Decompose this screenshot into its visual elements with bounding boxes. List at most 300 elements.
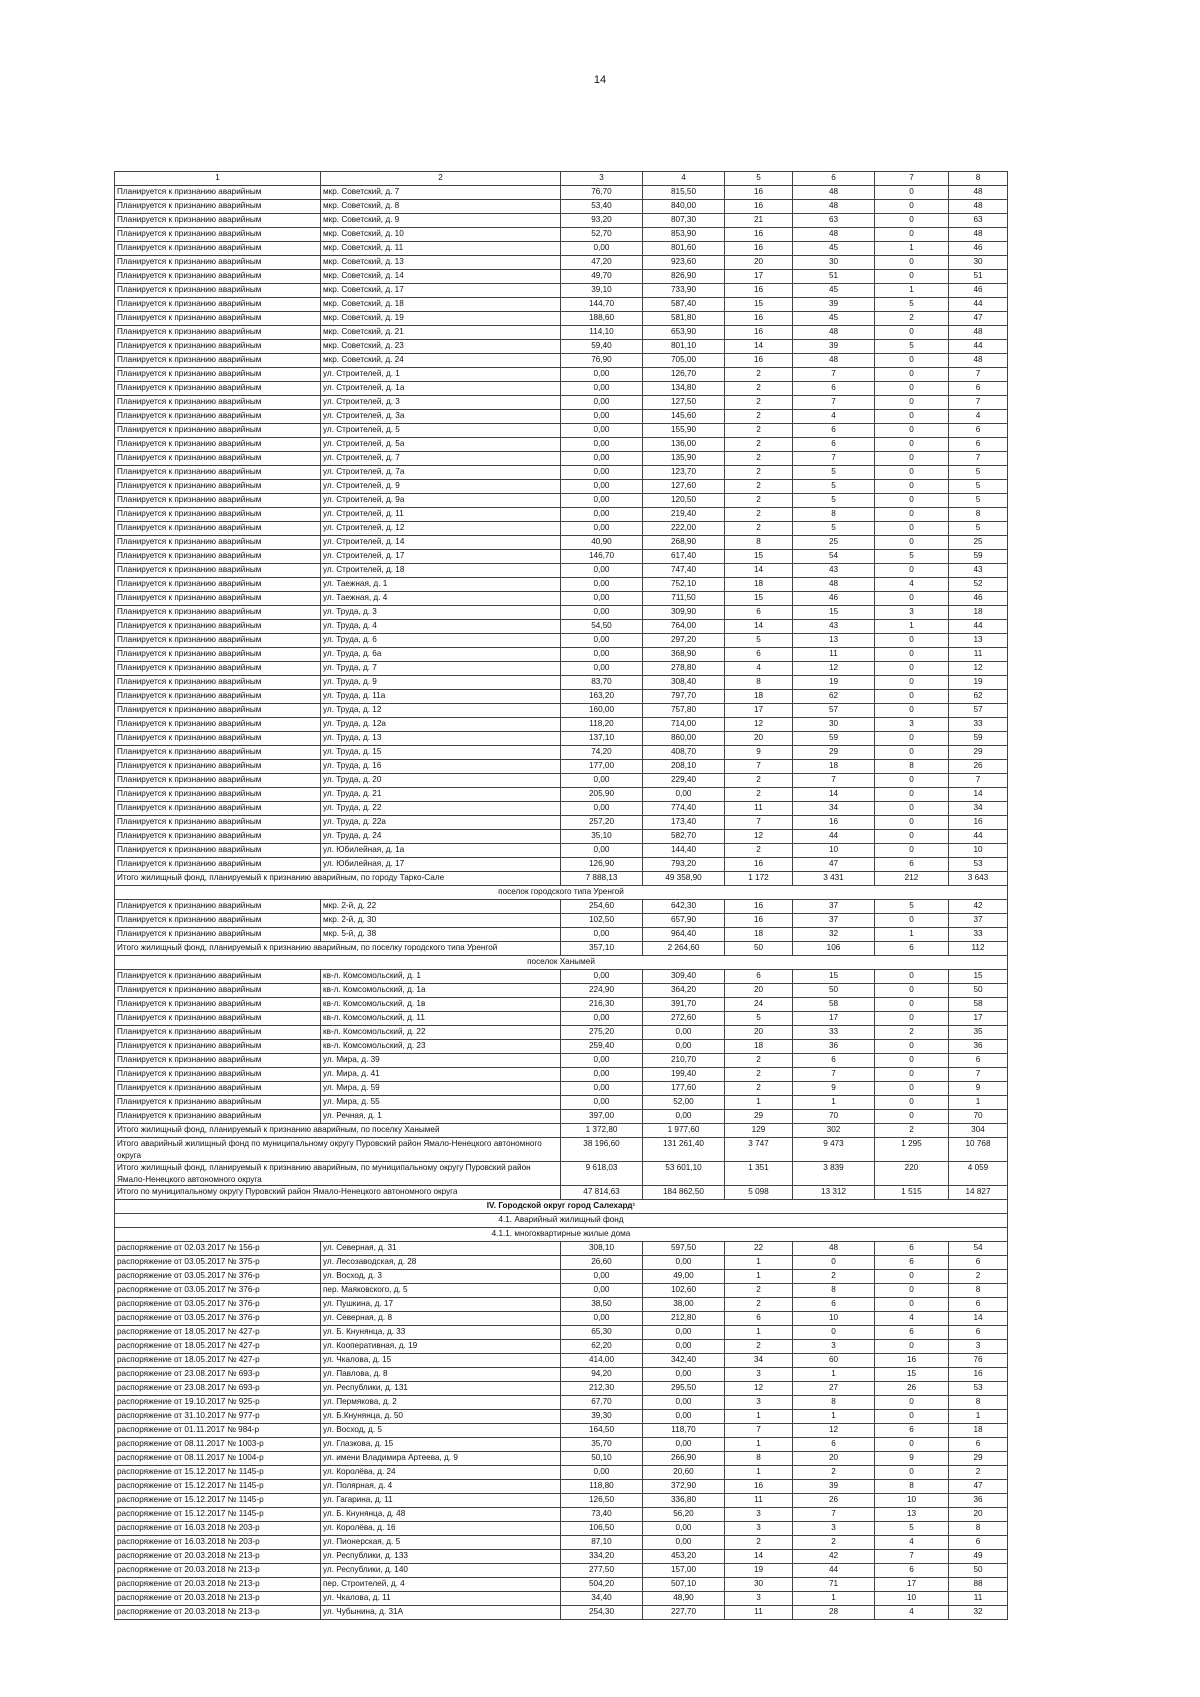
address-cell: кв-л. Комсомольский, д. 1а: [321, 984, 561, 998]
address-cell: ул. Глазкова, д. 15: [321, 1438, 561, 1452]
table-row: [115, 662, 1008, 676]
address-cell: ул. Строителей, д. 1а: [321, 382, 561, 396]
table-row: [115, 578, 1008, 592]
value-cell: 4: [875, 1606, 949, 1620]
table-row: [115, 270, 1008, 284]
address-cell: ул. Строителей, д. 5: [321, 424, 561, 438]
total-value: 304: [949, 1124, 1008, 1138]
address-cell: мкр. Советский, д. 9: [321, 214, 561, 228]
address-cell: кв-л. Комсомольский, д. 11: [321, 1012, 561, 1026]
value-cell: 144,70: [561, 298, 643, 312]
value-cell: 764,00: [643, 620, 725, 634]
table-row: [115, 1550, 1008, 1564]
status-cell: Планируется к признанию аварийным: [115, 410, 321, 424]
value-cell: 45: [793, 242, 875, 256]
value-cell: 6: [875, 1424, 949, 1438]
table-row: [115, 1606, 1008, 1620]
value-cell: 0: [875, 1396, 949, 1410]
value-cell: 6: [949, 1298, 1008, 1312]
value-cell: 582,70: [643, 830, 725, 844]
address-cell: ул. Республики, д. 133: [321, 1550, 561, 1564]
address-cell: ул. Речная, д. 1: [321, 1110, 561, 1124]
address-cell: ул. Строителей, д. 12: [321, 522, 561, 536]
value-cell: 54: [949, 1242, 1008, 1256]
value-cell: 2: [725, 774, 793, 788]
value-cell: 8: [949, 1522, 1008, 1536]
value-cell: 2: [725, 788, 793, 802]
table-row: [115, 1354, 1008, 1368]
status-cell: Планируется к признанию аварийным: [115, 676, 321, 690]
table-row: [115, 550, 1008, 564]
value-cell: 58: [793, 998, 875, 1012]
value-cell: 43: [949, 564, 1008, 578]
value-cell: 2: [793, 1270, 875, 1284]
address-cell: ул. Восход, д. 5: [321, 1424, 561, 1438]
value-cell: 114,10: [561, 326, 643, 340]
address-cell: мкр. Советский, д. 14: [321, 270, 561, 284]
value-cell: 0,00: [561, 494, 643, 508]
value-cell: 9: [875, 1452, 949, 1466]
value-cell: 2: [949, 1466, 1008, 1480]
value-cell: 60: [793, 1354, 875, 1368]
section-heading-row: [115, 1228, 1008, 1242]
value-cell: 0: [875, 1054, 949, 1068]
status-cell: Планируется к признанию аварийным: [115, 1026, 321, 1040]
status-cell: Планируется к признанию аварийным: [115, 620, 321, 634]
value-cell: 268,90: [643, 536, 725, 550]
total-label: Итого жилищный фонд, планируемый к признанию аварийным, по муниципальному округу Пуровский район Ямало-Ненецкого автономного округа: [115, 1162, 561, 1186]
value-cell: 254,30: [561, 1606, 643, 1620]
value-cell: 6: [793, 382, 875, 396]
status-cell: Планируется к признанию аварийным: [115, 382, 321, 396]
value-cell: 7: [793, 1068, 875, 1082]
address-cell: кв-л. Комсомольский, д. 1: [321, 970, 561, 984]
value-cell: 29: [793, 746, 875, 760]
table-row: [115, 1410, 1008, 1424]
value-cell: 597,50: [643, 1242, 725, 1256]
address-cell: ул. Строителей, д. 9а: [321, 494, 561, 508]
value-cell: 2: [725, 1082, 793, 1096]
status-cell: Планируется к признанию аварийным: [115, 844, 321, 858]
value-cell: 0: [875, 998, 949, 1012]
value-cell: 70: [793, 1110, 875, 1124]
value-cell: 0: [875, 774, 949, 788]
status-cell: Планируется к признанию аварийным: [115, 536, 321, 550]
value-cell: 17: [725, 270, 793, 284]
value-cell: 44: [793, 830, 875, 844]
table-row: [115, 1012, 1008, 1026]
value-cell: 0: [875, 676, 949, 690]
value-cell: 3: [725, 1368, 793, 1382]
value-cell: 229,40: [643, 774, 725, 788]
status-cell: Планируется к признанию аварийным: [115, 1096, 321, 1110]
value-cell: 0: [875, 1466, 949, 1480]
address-cell: кв-л. Комсомольский, д. 23: [321, 1040, 561, 1054]
status-cell: распоряжение от 03.05.2017 № 376-р: [115, 1270, 321, 1284]
address-cell: ул. Труда, д. 24: [321, 830, 561, 844]
status-cell: распоряжение от 03.05.2017 № 376-р: [115, 1298, 321, 1312]
value-cell: 0: [875, 424, 949, 438]
value-cell: 0: [875, 746, 949, 760]
value-cell: 0,00: [561, 1012, 643, 1026]
value-cell: 49,00: [643, 1270, 725, 1284]
value-cell: 35,10: [561, 830, 643, 844]
table-row: [115, 844, 1008, 858]
table-row: [115, 200, 1008, 214]
value-cell: 0: [875, 1270, 949, 1284]
address-cell: ул. Труда, д. 6: [321, 634, 561, 648]
address-cell: ул. Б. Кнунянца, д. 48: [321, 1508, 561, 1522]
table-row: [115, 1298, 1008, 1312]
status-cell: Планируется к признанию аварийным: [115, 606, 321, 620]
value-cell: 0: [793, 1326, 875, 1340]
value-cell: 11: [725, 1494, 793, 1508]
value-cell: 36: [793, 1040, 875, 1054]
value-cell: 8: [725, 536, 793, 550]
value-cell: 16: [725, 228, 793, 242]
table-row: [115, 620, 1008, 634]
value-cell: 3: [875, 718, 949, 732]
status-cell: распоряжение от 20.03.2018 № 213-р: [115, 1564, 321, 1578]
total-value: 3 431: [793, 872, 875, 886]
value-cell: 0: [875, 984, 949, 998]
value-cell: 37: [949, 914, 1008, 928]
value-cell: 44: [793, 1564, 875, 1578]
value-cell: 49,70: [561, 270, 643, 284]
value-cell: 27: [793, 1382, 875, 1396]
address-cell: мкр. Советский, д. 7: [321, 186, 561, 200]
address-cell: ул. Пушкина, д. 17: [321, 1298, 561, 1312]
value-cell: 83,70: [561, 676, 643, 690]
address-cell: мкр. Советский, д. 21: [321, 326, 561, 340]
value-cell: 34: [793, 802, 875, 816]
section-heading: 4.1.1. многоквартирные жилые дома: [115, 1228, 1008, 1242]
status-cell: Планируется к признанию аварийным: [115, 802, 321, 816]
value-cell: 7: [949, 774, 1008, 788]
value-cell: 0,00: [561, 928, 643, 942]
address-cell: ул. Строителей, д. 1: [321, 368, 561, 382]
value-cell: 0,00: [643, 1110, 725, 1124]
value-cell: 0,00: [561, 1284, 643, 1298]
total-value: 2: [875, 1124, 949, 1138]
table-row: [115, 1508, 1008, 1522]
table-row: [115, 1110, 1008, 1124]
value-cell: 8: [949, 1396, 1008, 1410]
total-value: 184 862,50: [643, 1186, 725, 1200]
value-cell: 0,00: [643, 1368, 725, 1382]
table-row: [115, 1284, 1008, 1298]
value-cell: 38,50: [561, 1298, 643, 1312]
value-cell: 0: [875, 788, 949, 802]
total-value: 1 515: [875, 1186, 949, 1200]
status-cell: Планируется к признанию аварийным: [115, 788, 321, 802]
address-cell: ул. Труда, д. 21: [321, 788, 561, 802]
address-cell: ул. Павлова, д. 8: [321, 1368, 561, 1382]
value-cell: 34,40: [561, 1592, 643, 1606]
value-cell: 42: [793, 1550, 875, 1564]
total-value: 6: [875, 942, 949, 956]
status-cell: Планируется к признанию аварийным: [115, 480, 321, 494]
value-cell: 0: [875, 732, 949, 746]
table-row: [115, 774, 1008, 788]
value-cell: 0,00: [561, 480, 643, 494]
value-cell: 0: [875, 200, 949, 214]
value-cell: 12: [725, 830, 793, 844]
value-cell: 5: [875, 1522, 949, 1536]
table-row: [115, 704, 1008, 718]
table-row: [115, 1312, 1008, 1326]
value-cell: 18: [725, 1040, 793, 1054]
table-row: [115, 1452, 1008, 1466]
status-cell: Планируется к признанию аварийным: [115, 298, 321, 312]
value-cell: 59: [949, 550, 1008, 564]
value-cell: 32: [793, 928, 875, 942]
value-cell: 62: [793, 690, 875, 704]
address-cell: ул. Строителей, д. 11: [321, 508, 561, 522]
status-cell: Планируется к признанию аварийным: [115, 746, 321, 760]
value-cell: 0,00: [561, 382, 643, 396]
value-cell: 0,00: [643, 788, 725, 802]
column-number: 4: [643, 172, 725, 186]
value-cell: 24: [725, 998, 793, 1012]
value-cell: 51: [793, 270, 875, 284]
value-cell: 16: [725, 200, 793, 214]
value-cell: 2: [725, 424, 793, 438]
total-value: 1 351: [725, 1162, 793, 1186]
value-cell: 48: [949, 354, 1008, 368]
table-row: [115, 1270, 1008, 1284]
table-row: [115, 1396, 1008, 1410]
address-cell: ул. Б. Кнунянца, д. 33: [321, 1326, 561, 1340]
value-cell: 309,40: [643, 970, 725, 984]
total-row: [115, 1138, 1008, 1162]
value-cell: 9: [725, 746, 793, 760]
value-cell: 757,80: [643, 704, 725, 718]
value-cell: 136,00: [643, 438, 725, 452]
value-cell: 42: [949, 900, 1008, 914]
value-cell: 3: [949, 1340, 1008, 1354]
address-cell: ул. Юбилейная, д. 17: [321, 858, 561, 872]
value-cell: 277,50: [561, 1564, 643, 1578]
status-cell: Планируется к признанию аварийным: [115, 1012, 321, 1026]
value-cell: 48: [793, 354, 875, 368]
value-cell: 219,40: [643, 508, 725, 522]
value-cell: 39: [793, 298, 875, 312]
address-cell: мкр. 5-й, д. 38: [321, 928, 561, 942]
address-cell: мкр. 2-й, д. 22: [321, 900, 561, 914]
value-cell: 0,00: [643, 1410, 725, 1424]
value-cell: 74,20: [561, 746, 643, 760]
value-cell: 28: [793, 1606, 875, 1620]
value-cell: 8: [725, 1452, 793, 1466]
address-cell: кв-л. Комсомольский, д. 1в: [321, 998, 561, 1012]
value-cell: 4: [875, 1536, 949, 1550]
address-cell: ул. Мира, д. 59: [321, 1082, 561, 1096]
value-cell: 32: [949, 1606, 1008, 1620]
value-cell: 51: [949, 270, 1008, 284]
table-row: [115, 732, 1008, 746]
status-cell: Планируется к признанию аварийным: [115, 1110, 321, 1124]
value-cell: 364,20: [643, 984, 725, 998]
value-cell: 714,00: [643, 718, 725, 732]
value-cell: 48: [949, 326, 1008, 340]
table-row: [115, 970, 1008, 984]
total-value: 53 601,10: [643, 1162, 725, 1186]
value-cell: 923,60: [643, 256, 725, 270]
value-cell: 372,90: [643, 1480, 725, 1494]
value-cell: 14: [793, 788, 875, 802]
value-cell: 37: [793, 914, 875, 928]
status-cell: распоряжение от 02.03.2017 № 156-р: [115, 1242, 321, 1256]
column-number: 7: [875, 172, 949, 186]
value-cell: 259,40: [561, 1040, 643, 1054]
value-cell: 73,40: [561, 1508, 643, 1522]
status-cell: распоряжение от 16.03.2018 № 203-р: [115, 1522, 321, 1536]
value-cell: 50: [793, 984, 875, 998]
value-cell: 507,10: [643, 1578, 725, 1592]
value-cell: 30: [725, 1578, 793, 1592]
value-cell: 2: [725, 494, 793, 508]
value-cell: 2: [949, 1270, 1008, 1284]
address-cell: ул. Мира, д. 39: [321, 1054, 561, 1068]
value-cell: 0: [875, 1082, 949, 1096]
value-cell: 705,00: [643, 354, 725, 368]
value-cell: 145,60: [643, 410, 725, 424]
value-cell: 453,20: [643, 1550, 725, 1564]
value-cell: 840,00: [643, 200, 725, 214]
value-cell: 6: [793, 424, 875, 438]
value-cell: 33: [949, 718, 1008, 732]
value-cell: 747,40: [643, 564, 725, 578]
address-cell: мкр. Советский, д. 10: [321, 228, 561, 242]
value-cell: 797,70: [643, 690, 725, 704]
value-cell: 4: [875, 1312, 949, 1326]
status-cell: Планируется к признанию аварийным: [115, 718, 321, 732]
value-cell: 5: [875, 550, 949, 564]
table-row: [115, 1054, 1008, 1068]
total-row: [115, 872, 1008, 886]
value-cell: 43: [793, 564, 875, 578]
address-cell: ул. Пермякова, д. 2: [321, 1396, 561, 1410]
address-cell: мкр. Советский, д. 8: [321, 200, 561, 214]
value-cell: 76,70: [561, 186, 643, 200]
table-row: [115, 830, 1008, 844]
value-cell: 30: [949, 256, 1008, 270]
value-cell: 30: [793, 718, 875, 732]
total-value: 3 747: [725, 1138, 793, 1162]
value-cell: 70: [949, 1110, 1008, 1124]
value-cell: 10: [793, 844, 875, 858]
table-row: [115, 1522, 1008, 1536]
value-cell: 5: [793, 522, 875, 536]
address-cell: ул. Строителей, д. 18: [321, 564, 561, 578]
value-cell: 216,30: [561, 998, 643, 1012]
section-heading: IV. Городской округ город Салехард¹: [115, 1200, 1008, 1214]
value-cell: 18: [725, 690, 793, 704]
value-cell: 94,20: [561, 1368, 643, 1382]
address-cell: мкр. Советский, д. 17: [321, 284, 561, 298]
value-cell: 2: [725, 1340, 793, 1354]
total-value: 13 312: [793, 1186, 875, 1200]
value-cell: 6: [793, 1298, 875, 1312]
address-cell: мкр. Советский, д. 23: [321, 340, 561, 354]
value-cell: 0,00: [643, 1026, 725, 1040]
value-cell: 0: [875, 816, 949, 830]
status-cell: Планируется к признанию аварийным: [115, 312, 321, 326]
value-cell: 7: [793, 396, 875, 410]
value-cell: 0: [875, 1284, 949, 1298]
status-cell: Планируется к признанию аварийным: [115, 438, 321, 452]
table-row: [115, 1026, 1008, 1040]
value-cell: 144,40: [643, 844, 725, 858]
total-value: 49 358,90: [643, 872, 725, 886]
status-cell: Планируется к признанию аварийным: [115, 970, 321, 984]
value-cell: 46: [949, 284, 1008, 298]
value-cell: 4: [949, 410, 1008, 424]
value-cell: 2: [725, 466, 793, 480]
value-cell: 853,90: [643, 228, 725, 242]
table-row: [115, 508, 1008, 522]
value-cell: 36: [949, 1040, 1008, 1054]
value-cell: 7: [725, 1424, 793, 1438]
value-cell: 47,20: [561, 256, 643, 270]
total-value: 357,10: [561, 942, 643, 956]
value-cell: 15: [793, 970, 875, 984]
value-cell: 48: [793, 578, 875, 592]
section-heading: поселок Ханымей: [115, 956, 1008, 970]
table-row: [115, 312, 1008, 326]
value-cell: 54: [793, 550, 875, 564]
status-cell: распоряжение от 03.05.2017 № 375-р: [115, 1256, 321, 1270]
value-cell: 40,90: [561, 536, 643, 550]
status-cell: Планируется к признанию аварийным: [115, 1068, 321, 1082]
value-cell: 49: [949, 1550, 1008, 1564]
address-cell: мкр. Советский, д. 13: [321, 256, 561, 270]
value-cell: 57: [949, 704, 1008, 718]
value-cell: 0,00: [561, 802, 643, 816]
value-cell: 0,00: [561, 1068, 643, 1082]
value-cell: 26,60: [561, 1256, 643, 1270]
value-cell: 26: [793, 1494, 875, 1508]
value-cell: 38,00: [643, 1298, 725, 1312]
status-cell: Планируется к признанию аварийным: [115, 522, 321, 536]
value-cell: 0: [875, 410, 949, 424]
value-cell: 102,50: [561, 914, 643, 928]
table-row: [115, 1494, 1008, 1508]
value-cell: 7: [793, 452, 875, 466]
value-cell: 0,00: [643, 1340, 725, 1354]
value-cell: 1: [725, 1438, 793, 1452]
value-cell: 0: [875, 564, 949, 578]
total-value: 1 295: [875, 1138, 949, 1162]
status-cell: распоряжение от 15.12.2017 № 1145-р: [115, 1508, 321, 1522]
value-cell: 1: [793, 1592, 875, 1606]
value-cell: 275,20: [561, 1026, 643, 1040]
address-cell: ул. Чкалова, д. 11: [321, 1592, 561, 1606]
value-cell: 48: [793, 186, 875, 200]
address-cell: ул. Кооперативная, д. 19: [321, 1340, 561, 1354]
value-cell: 581,80: [643, 312, 725, 326]
value-cell: 118,70: [643, 1424, 725, 1438]
value-cell: 6: [949, 382, 1008, 396]
status-cell: Планируется к признанию аварийным: [115, 928, 321, 942]
value-cell: 7: [875, 1550, 949, 1564]
table-row: [115, 452, 1008, 466]
status-cell: Планируется к признанию аварийным: [115, 1040, 321, 1054]
value-cell: 5: [875, 900, 949, 914]
value-cell: 39,10: [561, 284, 643, 298]
value-cell: 0: [875, 522, 949, 536]
